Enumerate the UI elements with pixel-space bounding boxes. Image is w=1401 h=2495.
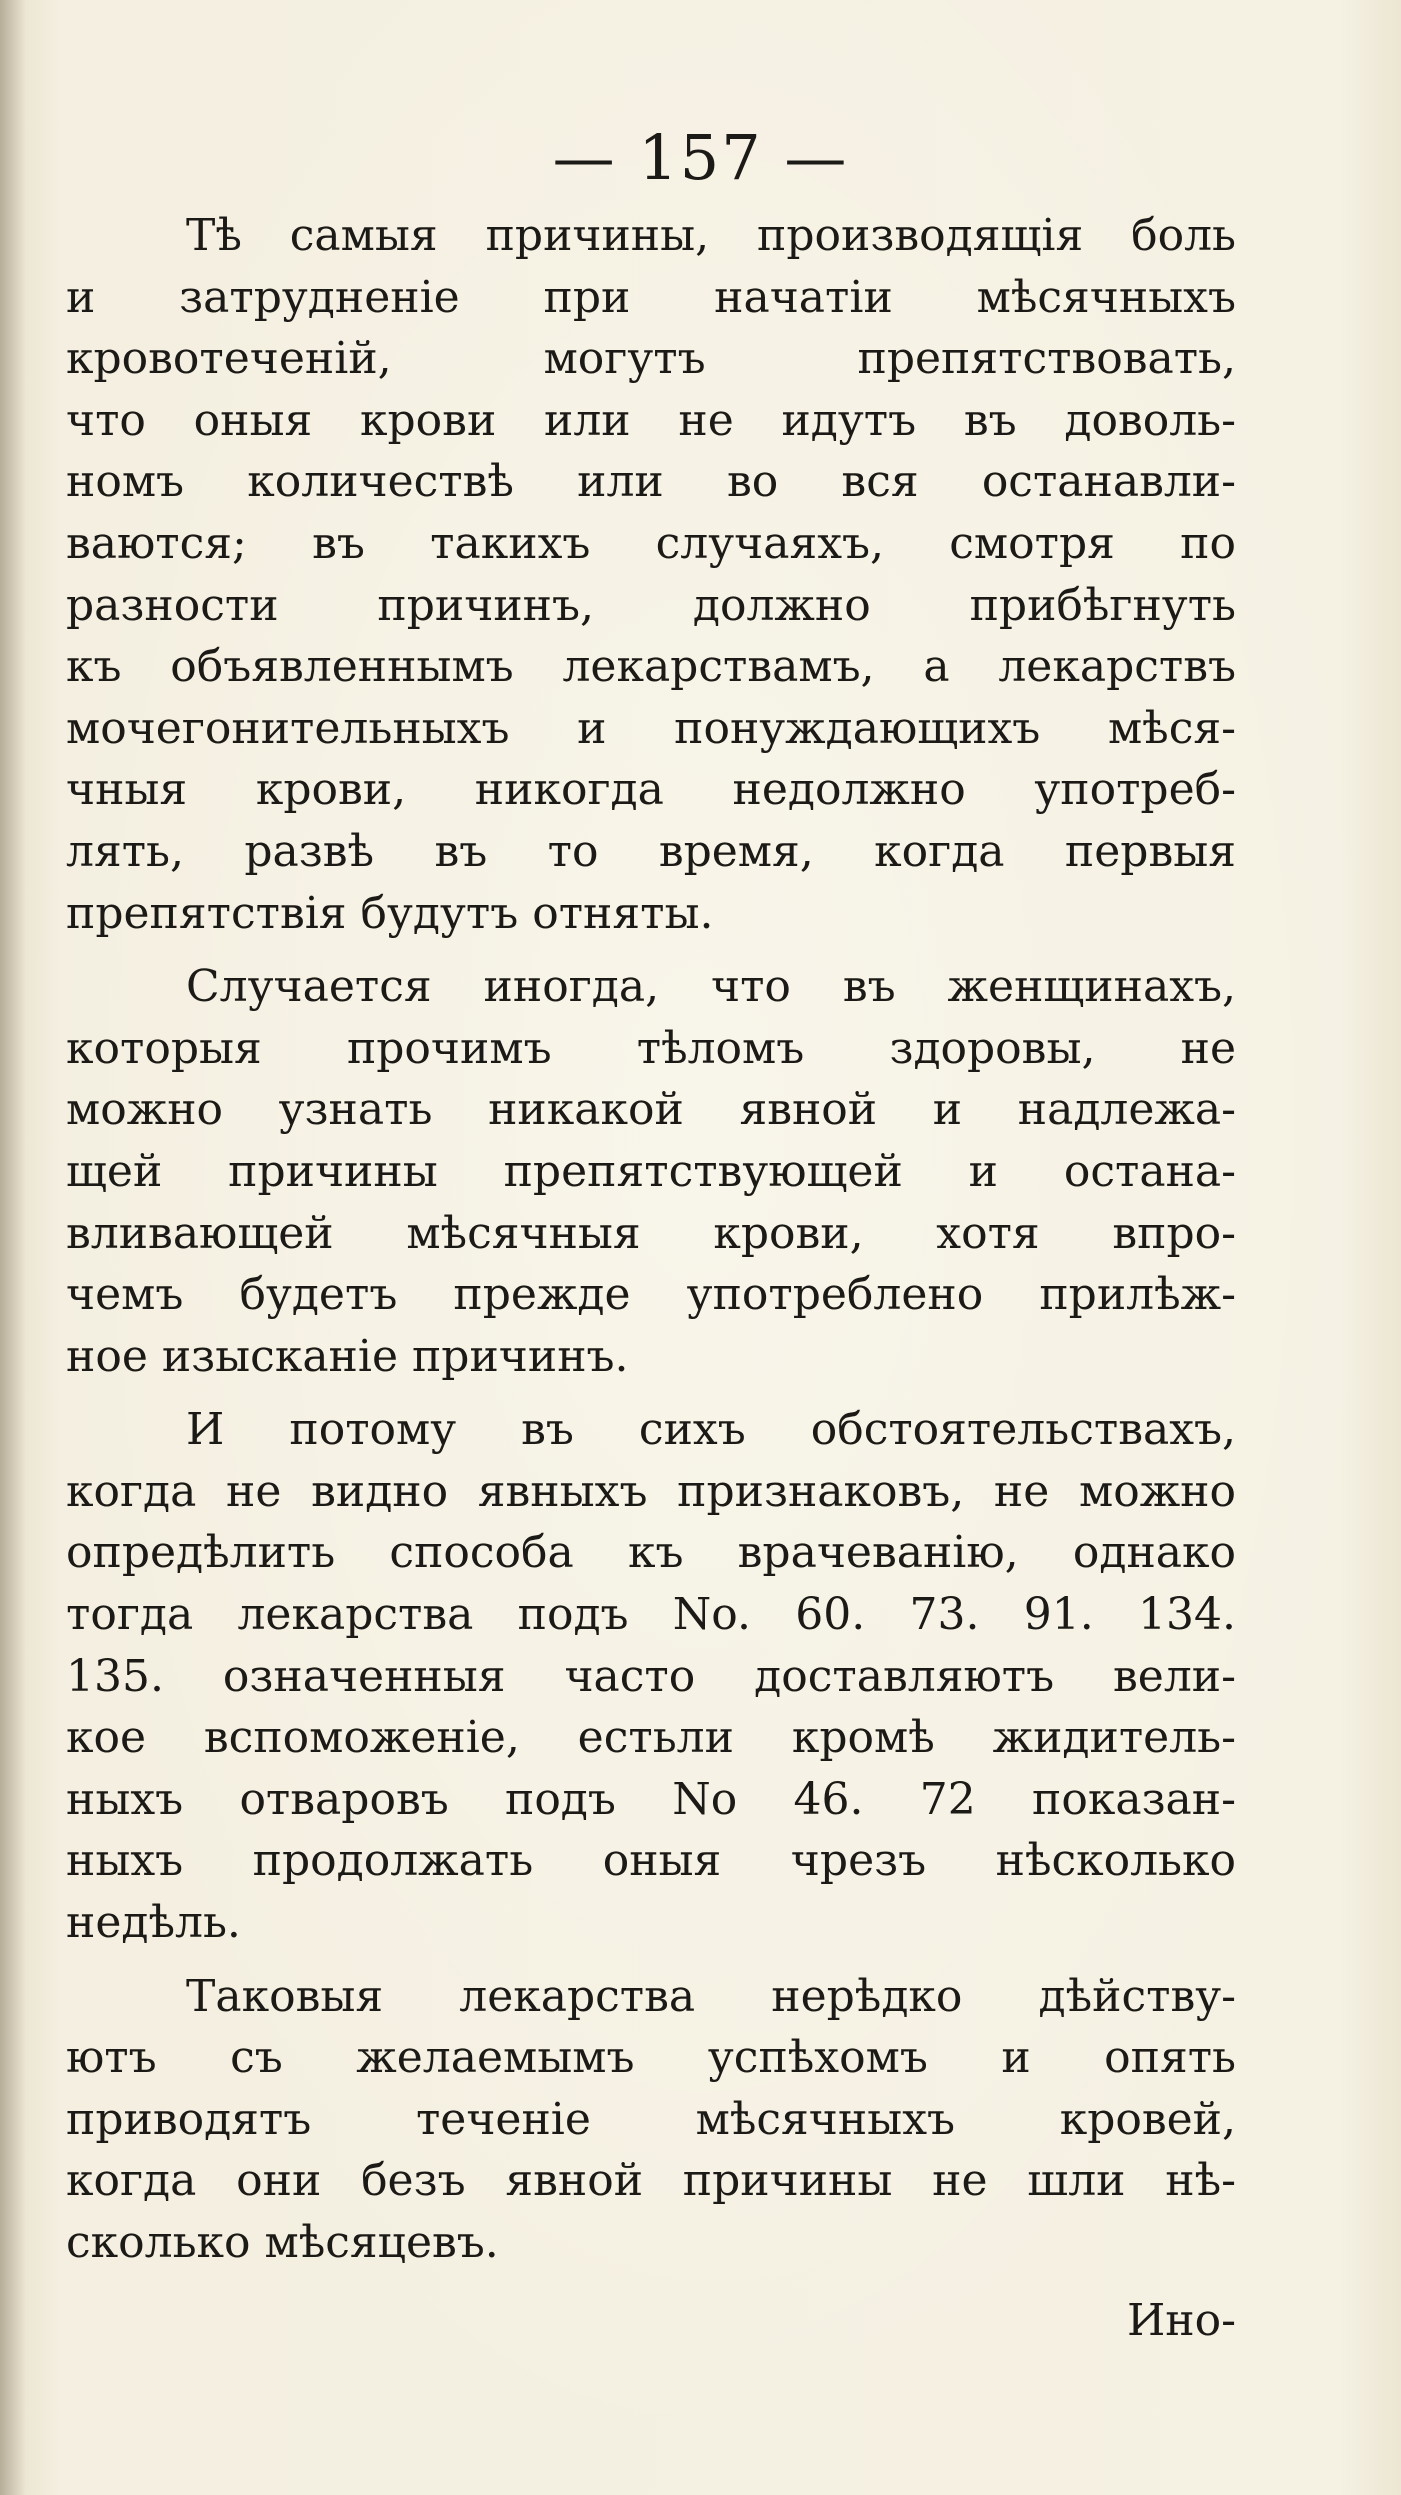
text-body [66, 205, 1236, 2351]
text-line: что оныя крови или не идутъ въ доволь- [66, 394, 1236, 446]
text-line: лять, развѣ въ то время, когда первыя [66, 825, 1236, 877]
text-line: щей причины препятствующей и остана- [66, 1145, 1236, 1197]
text-line: 135. означенныя часто доставляютъ вели- [66, 1650, 1236, 1702]
text-line: разности причинъ, должно прибѣгнуть [66, 579, 1236, 631]
text-line: чныя крови, никогда недолжно употреб- [66, 764, 1236, 816]
paragraph-gap [66, 944, 1236, 956]
text-line: когда они безъ явной причины не шли нѣ- [66, 2155, 1236, 2207]
text-line: можно узнать никакой явной и надлежа- [66, 1084, 1236, 1136]
text-line: мочегонительныхъ и понуждающихъ мѣся- [66, 702, 1236, 754]
text-line: Случается иногда, что въ женщинахъ, [186, 961, 1236, 1013]
paragraph-2 [66, 956, 1236, 1387]
text-line: тогда лекарства подъ No. 60. 73. 91. 134. [66, 1589, 1236, 1641]
paragraph-4 [66, 1966, 1236, 2274]
paragraph-3 [66, 1399, 1236, 1953]
text-line: Таковыя лекарства нерѣдко дѣйству- [186, 1970, 1236, 2022]
paragraph-gap [66, 1954, 1236, 1966]
text-line: кровотеченій, могутъ препятствовать, [66, 333, 1236, 385]
text-line: Тѣ самыя причины, производящія боль [186, 210, 1236, 261]
text-line: сколько мѣсяцевъ. [66, 2217, 499, 2268]
text-line: ное изысканіе причинъ. [66, 1330, 629, 1382]
paragraph-gap [66, 1387, 1236, 1399]
text-line: препятствія будутъ отняты. [66, 887, 714, 939]
catchword: Ино- [1126, 2294, 1236, 2346]
text-line: ныхъ отваровъ подъ No 46. 72 показан- [66, 1773, 1236, 1825]
text-line: вливающей мѣсячныя крови, хотя впро- [66, 1207, 1236, 1259]
text-line: номъ количествѣ или во вся останавли- [66, 456, 1236, 508]
text-line: когда не видно явныхъ признаковъ, не можно [66, 1465, 1236, 1517]
text-line: ныхъ продолжать оныя чрезъ нѣсколько [66, 1835, 1236, 1887]
paragraph-1 [66, 205, 1236, 944]
text-line: недѣль. [66, 1897, 241, 1949]
binding-shadow [0, 0, 26, 2495]
text-line: кое вспоможеніе, естьли кромѣ жидитель- [66, 1712, 1236, 1764]
text-line: и затрудненіе при начатіи мѣсячныхъ [66, 271, 1236, 323]
text-line: которыя прочимъ тѣломъ здоровы, не [66, 1022, 1236, 1074]
text-line: чемъ будетъ прежде употреблено прилѣж- [66, 1269, 1236, 1321]
text-line: И потому въ сихъ обстоятельствахъ, [186, 1404, 1236, 1456]
text-line: опредѣлить способа къ врачеванію, однако [66, 1527, 1236, 1579]
text-line: къ объявленнымъ лекарствамъ, а лекарствъ [66, 641, 1236, 693]
page-number: — 157 — [552, 121, 849, 194]
text-line: ютъ съ желаемымъ успѣхомъ и опять [66, 2032, 1236, 2084]
text-line: ваются; въ такихъ случаяхъ, смотря по [66, 517, 1236, 569]
text-line: приводятъ теченіе мѣсячныхъ кровей, [66, 2093, 1236, 2145]
